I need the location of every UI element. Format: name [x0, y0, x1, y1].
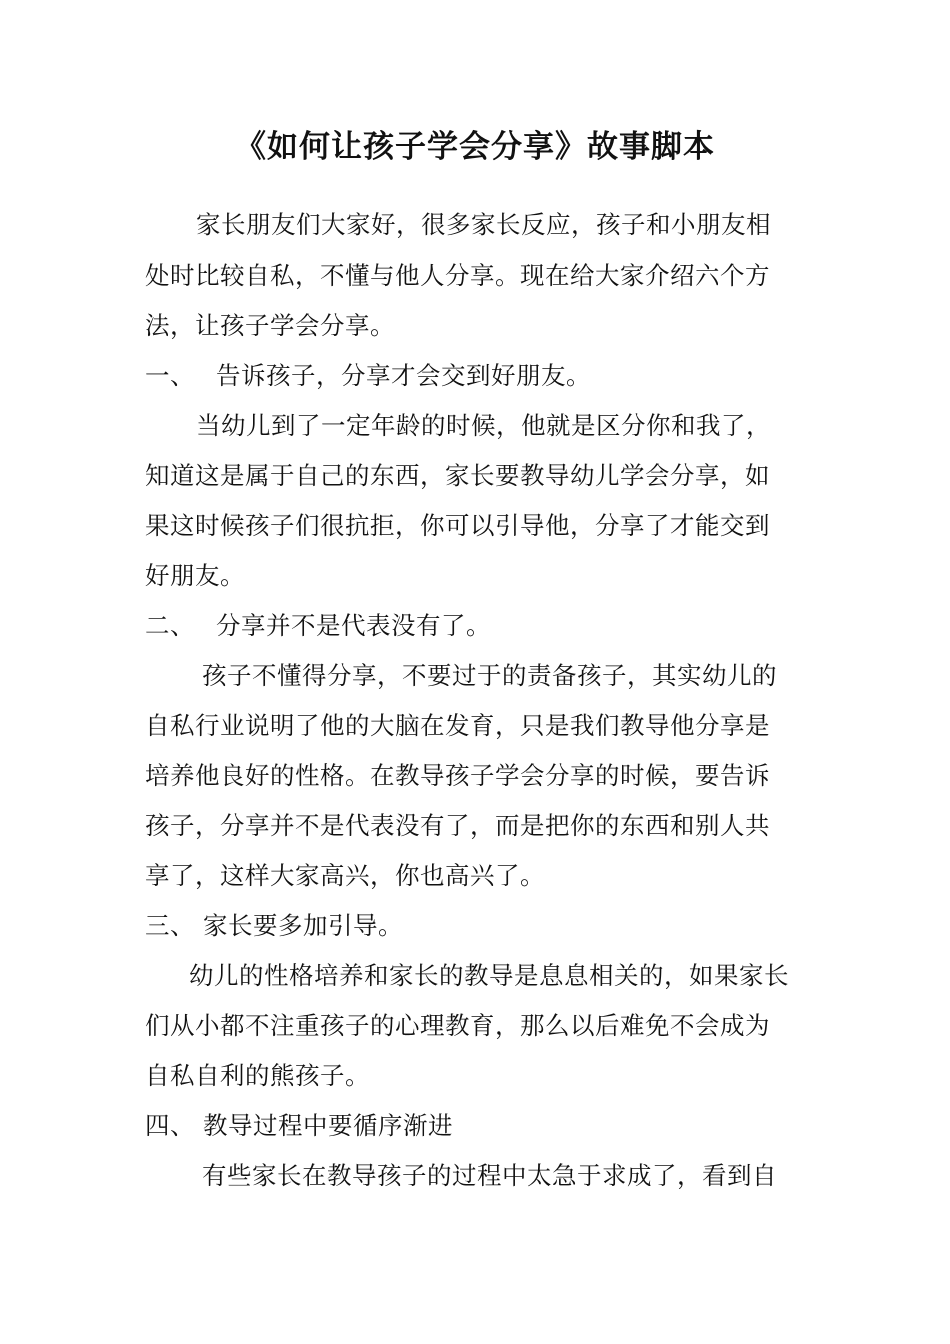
paragraph-line: 孩子，分享并不是代表没有了，而是把你的东西和别人共: [145, 811, 770, 840]
paragraph-line: 处时比较自私，不懂与他人分享。现在给大家介绍六个方: [145, 261, 770, 290]
section-number: 四、: [145, 1111, 195, 1140]
section-number: 一、: [145, 361, 195, 390]
paragraph-line: 好朋友。: [145, 561, 245, 590]
paragraph-line: 自私自利的熊孩子。: [145, 1061, 370, 1090]
section-title: 教导过程中要循序渐进: [203, 1111, 453, 1140]
paragraph-line: 培养他良好的性格。在教导孩子学会分享的时候，要告诉: [145, 761, 770, 790]
paragraph-line: 自私行业说明了他的大脑在发育，只是我们教导他分享是: [145, 711, 770, 740]
paragraph-line: 果这时候孩子们很抗拒，你可以引导他，分享了才能交到: [145, 511, 770, 540]
section-heading-three: [145, 909, 403, 943]
section-number: 三、: [145, 911, 195, 940]
paragraph-line: 家长朋友们大家好，很多家长反应，孩子和小朋友相: [196, 210, 771, 239]
section-number: 二、: [145, 611, 195, 640]
section-title: 家长要多加引导。: [203, 911, 403, 940]
paragraph-line: 孩子不懂得分享，不要过于的责备孩子，其实幼儿的: [202, 661, 777, 690]
paragraph-line: 享了，这样大家高兴，你也高兴了。: [145, 861, 545, 890]
section-heading-two: [145, 609, 491, 643]
paragraph-line: 知道这是属于自己的东西，家长要教导幼儿学会分享，如: [145, 461, 770, 490]
section-title: 告诉孩子，分享才会交到好朋友。: [216, 361, 591, 390]
paragraph-line: 当幼儿到了一定年龄的时候，他就是区分你和我了，: [196, 411, 771, 440]
paragraph-line: 有些家长在教导孩子的过程中太急于求成了，看到自: [202, 1161, 777, 1190]
paragraph-line: 们从小都不注重孩子的心理教育，那么以后难免不会成为: [145, 1011, 770, 1040]
paragraph-line: 幼儿的性格培养和家长的教导是息息相关的，如果家长: [189, 961, 789, 990]
section-title: 分享并不是代表没有了。: [216, 611, 491, 640]
section-heading-one: [145, 359, 591, 393]
document-title: 《如何让孩子学会分享》故事脚本: [235, 129, 715, 165]
section-heading-four: [145, 1109, 453, 1143]
paragraph-line: 法，让孩子学会分享。: [145, 311, 395, 340]
